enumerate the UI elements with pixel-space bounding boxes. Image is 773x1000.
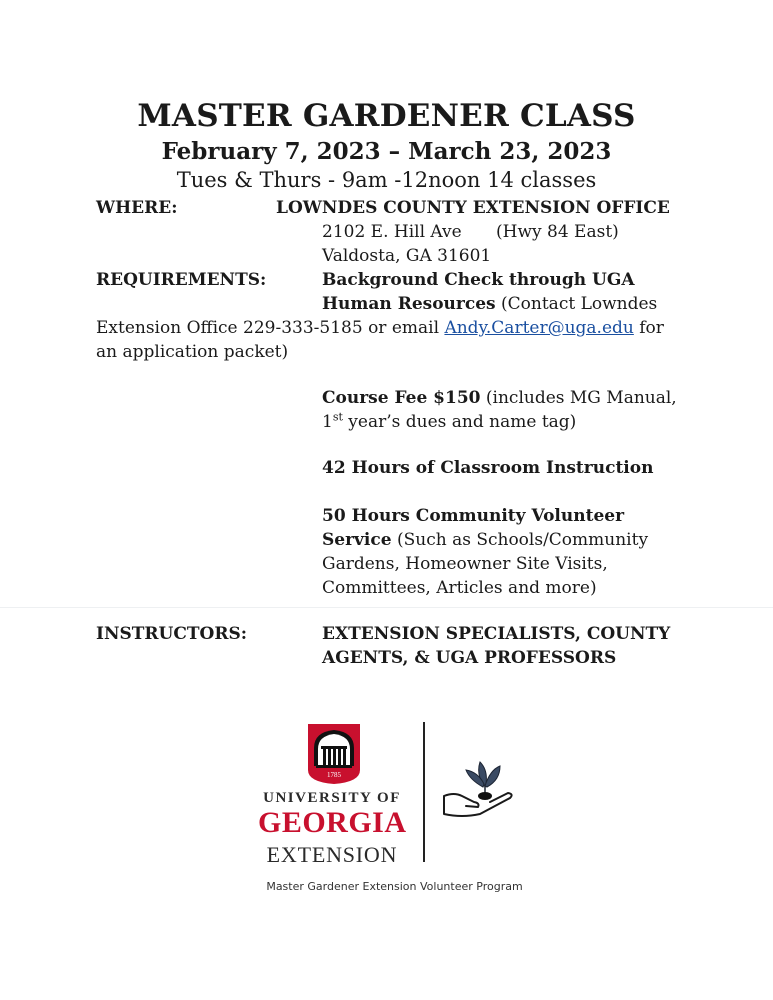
volunteer-line2	[322, 528, 648, 552]
contact-phone-text: Extension Office 229-333-5185 or email	[96, 318, 445, 338]
hr-bold: Human Resources	[322, 294, 496, 314]
logo-divider	[423, 722, 425, 862]
fee-ordinal-num: 1	[322, 412, 333, 432]
address-street: 2102 E. Hill Ave	[322, 222, 462, 242]
contact-line	[96, 316, 664, 340]
instructors-label: INSTRUCTORS:	[96, 624, 248, 644]
course-fee-rest: (includes MG Manual,	[480, 388, 677, 408]
email-link[interactable]: Andy.Carter@uga.edu	[444, 318, 634, 338]
uga-wordmark-extension: EXTENSION	[266, 842, 398, 867]
volunteer-line1: 50 Hours Community Volunteer	[322, 506, 625, 526]
class-schedule: Tues & Thurs - 9am -12noon 14 classes	[176, 168, 597, 192]
class-dates: February 7, 2023 – March 23, 2023	[161, 138, 612, 165]
volunteer-line2-rest: (Such as Schools/Community	[391, 530, 649, 550]
where-label: WHERE:	[96, 198, 178, 218]
contact-line2: an application packet)	[96, 342, 289, 362]
background-check-line2	[322, 292, 657, 316]
requirements-label: REQUIREMENTS:	[96, 270, 267, 290]
uga-wordmark-georgia: GEORGIA	[258, 806, 407, 839]
classroom-hours: 42 Hours of Classroom Instruction	[322, 458, 654, 478]
course-fee-line1	[322, 386, 677, 410]
arch-year: 1785	[327, 771, 341, 779]
page-title: MASTER GARDENER CLASS	[137, 98, 636, 134]
uga-wordmark-university: UNIVERSITY OF	[263, 790, 401, 806]
uga-arch-icon	[306, 722, 362, 786]
course-fee-line2	[322, 410, 576, 434]
volunteer-line3: Gardens, Homeowner Site Visits,	[322, 554, 608, 574]
hand-seedling-icon	[440, 756, 524, 826]
address-highway: (Hwy 84 East)	[496, 222, 619, 242]
office-name: LOWNDES COUNTY EXTENSION OFFICE	[276, 198, 670, 218]
instructors-line1: EXTENSION SPECIALISTS, COUNTY	[322, 624, 671, 644]
background-check-line1: Background Check through UGA	[322, 270, 635, 290]
scan-divider	[0, 607, 773, 608]
volunteer-line4: Committees, Articles and more)	[322, 578, 597, 598]
fee-ordinal-sup: st	[332, 410, 343, 424]
fee-line2-text: year’s dues and name tag)	[342, 412, 577, 432]
course-fee-bold: Course Fee $150	[322, 388, 481, 408]
contact-for: for	[633, 318, 664, 338]
volunteer-service-bold: Service	[322, 530, 392, 550]
program-caption: Master Gardener Extension Volunteer Program	[266, 880, 523, 893]
contact-lead: (Contact Lowndes	[495, 294, 658, 314]
instructors-line2: AGENTS, & UGA PROFESSORS	[322, 648, 617, 668]
address-city: Valdosta, GA 31601	[322, 246, 492, 266]
